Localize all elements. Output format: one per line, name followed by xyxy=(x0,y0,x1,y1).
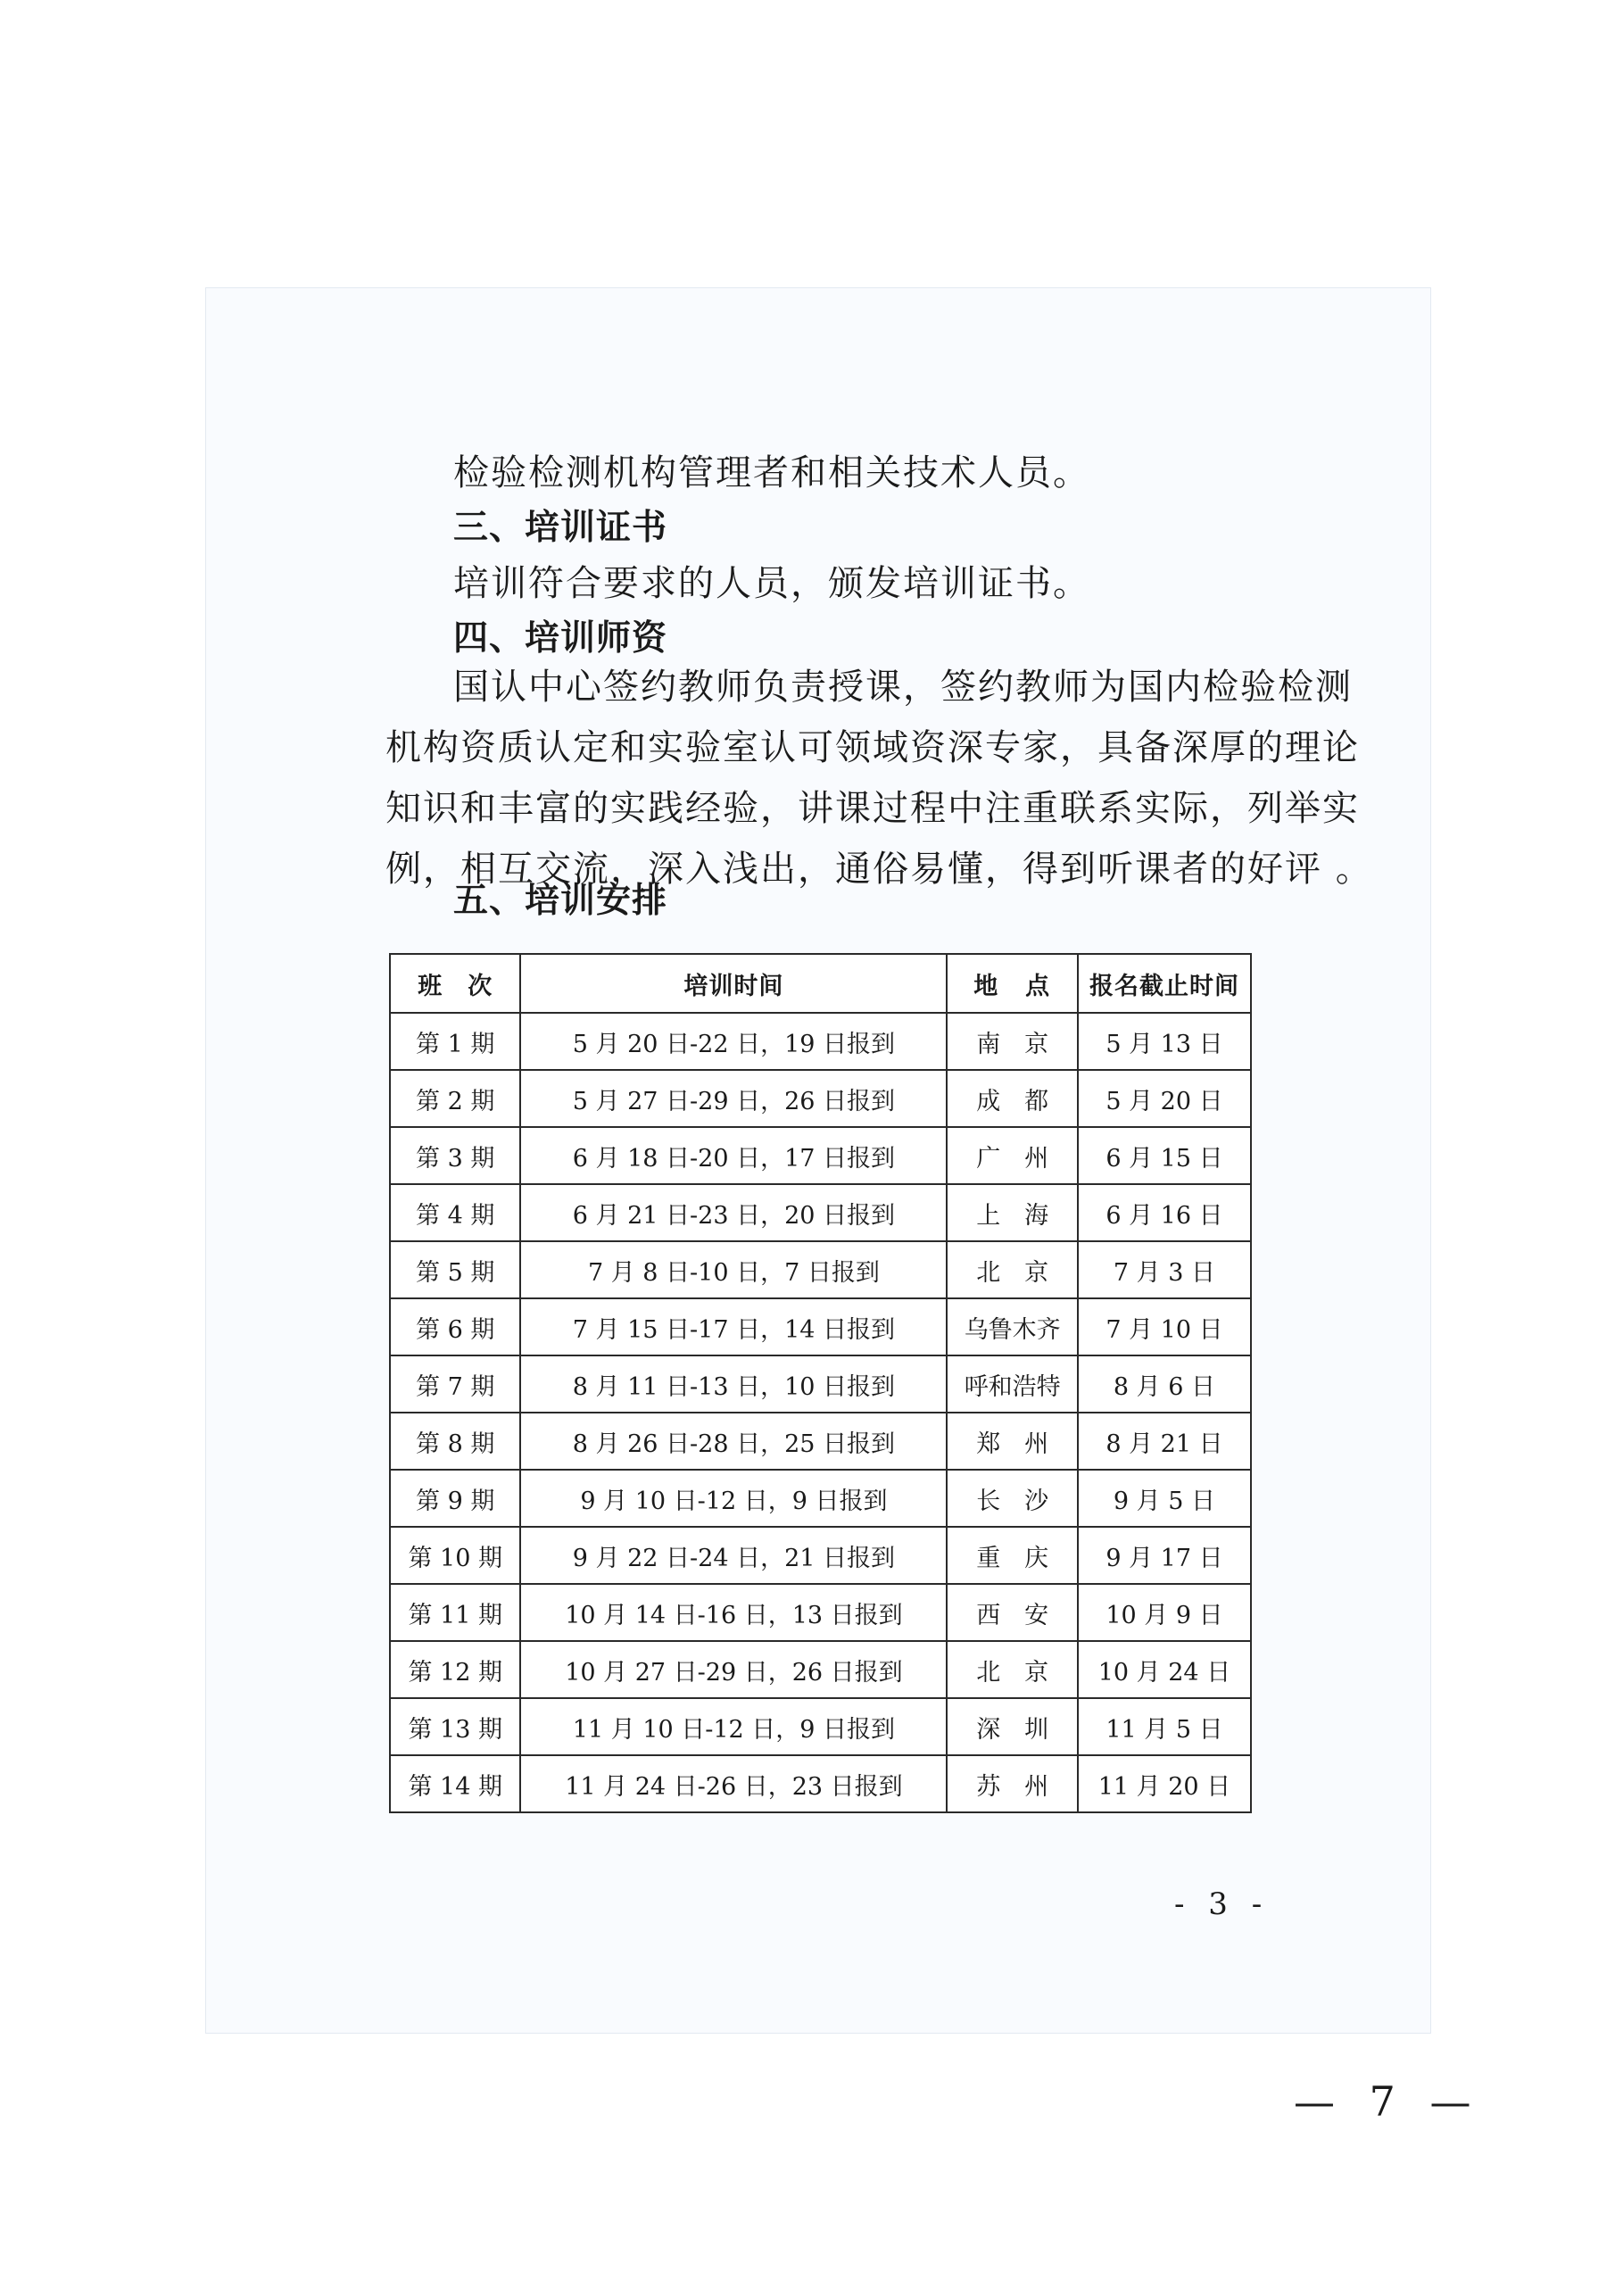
cell-location: 北 京 xyxy=(947,1641,1078,1698)
section-3-title: 三、培训证书 xyxy=(453,508,668,548)
cell-time: 8 月 11 日-13 日，10 日报到 xyxy=(520,1355,947,1413)
cell-deadline: 9 月 17 日 xyxy=(1078,1527,1251,1584)
table-row xyxy=(390,1470,1251,1527)
table-row xyxy=(390,1298,1251,1355)
header-training-time: 培训时间 xyxy=(520,954,947,1013)
table-row xyxy=(390,1698,1251,1755)
cell-time: 7 月 8 日-10 日，7 日报到 xyxy=(520,1241,947,1298)
cell-deadline: 7 月 10 日 xyxy=(1078,1298,1251,1355)
cell-deadline: 6 月 16 日 xyxy=(1078,1184,1251,1241)
cell-location: 上 海 xyxy=(947,1184,1078,1241)
paragraph-line: 知识和丰富的实践经验，讲课过程中注重联系实际，列举实 xyxy=(385,788,1360,829)
table-row xyxy=(390,1755,1251,1812)
section-3-text: 培训符合要求的人员，颁发培训证书。 xyxy=(453,563,1090,604)
cell-deadline: 9 月 5 日 xyxy=(1078,1470,1251,1527)
cell-session: 第 14 期 xyxy=(390,1755,520,1812)
cell-time: 11 月 10 日-12 日，9 日报到 xyxy=(520,1698,947,1755)
cell-deadline: 11 月 5 日 xyxy=(1078,1698,1251,1755)
header-session: 班 次 xyxy=(390,954,520,1013)
section-4-title: 四、培训师资 xyxy=(453,618,668,659)
cell-session: 第 7 期 xyxy=(390,1355,520,1413)
table-row xyxy=(390,1013,1251,1070)
cell-deadline: 10 月 24 日 xyxy=(1078,1641,1251,1698)
cell-location: 苏 州 xyxy=(947,1755,1078,1812)
cell-session: 第 3 期 xyxy=(390,1127,520,1184)
cell-session: 第 2 期 xyxy=(390,1070,520,1127)
cell-location: 北 京 xyxy=(947,1241,1078,1298)
cell-session: 第 5 期 xyxy=(390,1241,520,1298)
cell-deadline: 10 月 9 日 xyxy=(1078,1584,1251,1641)
outer-page-number: — 7 — xyxy=(1294,2077,1482,2126)
table-row xyxy=(390,1184,1251,1241)
cell-time: 10 月 27 日-29 日，26 日报到 xyxy=(520,1641,947,1698)
table-row xyxy=(390,1527,1251,1584)
cell-session: 第 6 期 xyxy=(390,1298,520,1355)
cell-deadline: 8 月 21 日 xyxy=(1078,1413,1251,1470)
cell-session: 第 11 期 xyxy=(390,1584,520,1641)
cell-session: 第 9 期 xyxy=(390,1470,520,1527)
header-deadline: 报名截止时间 xyxy=(1078,954,1251,1013)
section-5-title: 五、培训安排 xyxy=(453,881,668,921)
cell-session: 第 13 期 xyxy=(390,1698,520,1755)
table-row xyxy=(390,1584,1251,1641)
cell-location: 广 州 xyxy=(947,1127,1078,1184)
cell-time: 11 月 24 日-26 日，23 日报到 xyxy=(520,1755,947,1812)
table-row xyxy=(390,1355,1251,1413)
cell-time: 6 月 18 日-20 日，17 日报到 xyxy=(520,1127,947,1184)
cell-session: 第 10 期 xyxy=(390,1527,520,1584)
cell-time: 9 月 22 日-24 日，21 日报到 xyxy=(520,1527,947,1584)
cell-location: 西 安 xyxy=(947,1584,1078,1641)
training-schedule-table xyxy=(389,953,1252,1813)
header-location: 地 点 xyxy=(947,954,1078,1013)
cell-deadline: 8 月 6 日 xyxy=(1078,1355,1251,1413)
cell-deadline: 5 月 20 日 xyxy=(1078,1070,1251,1127)
cell-time: 7 月 15 日-17 日，14 日报到 xyxy=(520,1298,947,1355)
cell-session: 第 1 期 xyxy=(390,1013,520,1070)
cell-location: 南 京 xyxy=(947,1013,1078,1070)
cell-session: 第 4 期 xyxy=(390,1184,520,1241)
cell-deadline: 6 月 15 日 xyxy=(1078,1127,1251,1184)
table-row xyxy=(390,1070,1251,1127)
cell-time: 9 月 10 日-12 日，9 日报到 xyxy=(520,1470,947,1527)
cell-location: 长 沙 xyxy=(947,1470,1078,1527)
cell-time: 6 月 21 日-23 日，20 日报到 xyxy=(520,1184,947,1241)
table-header-row xyxy=(390,954,1251,1013)
cell-location: 深 圳 xyxy=(947,1698,1078,1755)
table-row xyxy=(390,1127,1251,1184)
paragraph-line: 例，相互交流，深入浅出，通俗易懂，得到听课者的好评 。 xyxy=(385,849,1373,890)
paragraph-line: 国认中心签约教师负责授课，签约教师为国内检验检测 xyxy=(453,667,1353,708)
cell-location: 成 都 xyxy=(947,1070,1078,1127)
table-row xyxy=(390,1241,1251,1298)
cell-location: 乌鲁木齐 xyxy=(947,1298,1078,1355)
cell-location: 重 庆 xyxy=(947,1527,1078,1584)
cell-session: 第 12 期 xyxy=(390,1641,520,1698)
inner-page-number: - 3 - xyxy=(1174,1886,1270,1922)
paragraph-line: 机构资质认定和实验室认可领域资深专家，具备深厚的理论 xyxy=(385,727,1360,768)
table-row xyxy=(390,1413,1251,1470)
cell-time: 8 月 26 日-28 日，25 日报到 xyxy=(520,1413,947,1470)
cell-location: 呼和浩特 xyxy=(947,1355,1078,1413)
cell-session: 第 8 期 xyxy=(390,1413,520,1470)
cell-location: 郑 州 xyxy=(947,1413,1078,1470)
cell-deadline: 7 月 3 日 xyxy=(1078,1241,1251,1298)
cell-time: 5 月 20 日-22 日，19 日报到 xyxy=(520,1013,947,1070)
cell-deadline: 11 月 20 日 xyxy=(1078,1755,1251,1812)
cell-time: 10 月 14 日-16 日，13 日报到 xyxy=(520,1584,947,1641)
cell-time: 5 月 27 日-29 日，26 日报到 xyxy=(520,1070,947,1127)
table-row xyxy=(390,1641,1251,1698)
intro-line: 检验检测机构管理者和相关技术人员。 xyxy=(453,452,1090,493)
cell-deadline: 5 月 13 日 xyxy=(1078,1013,1251,1070)
section-4-paragraph xyxy=(385,657,1373,899)
